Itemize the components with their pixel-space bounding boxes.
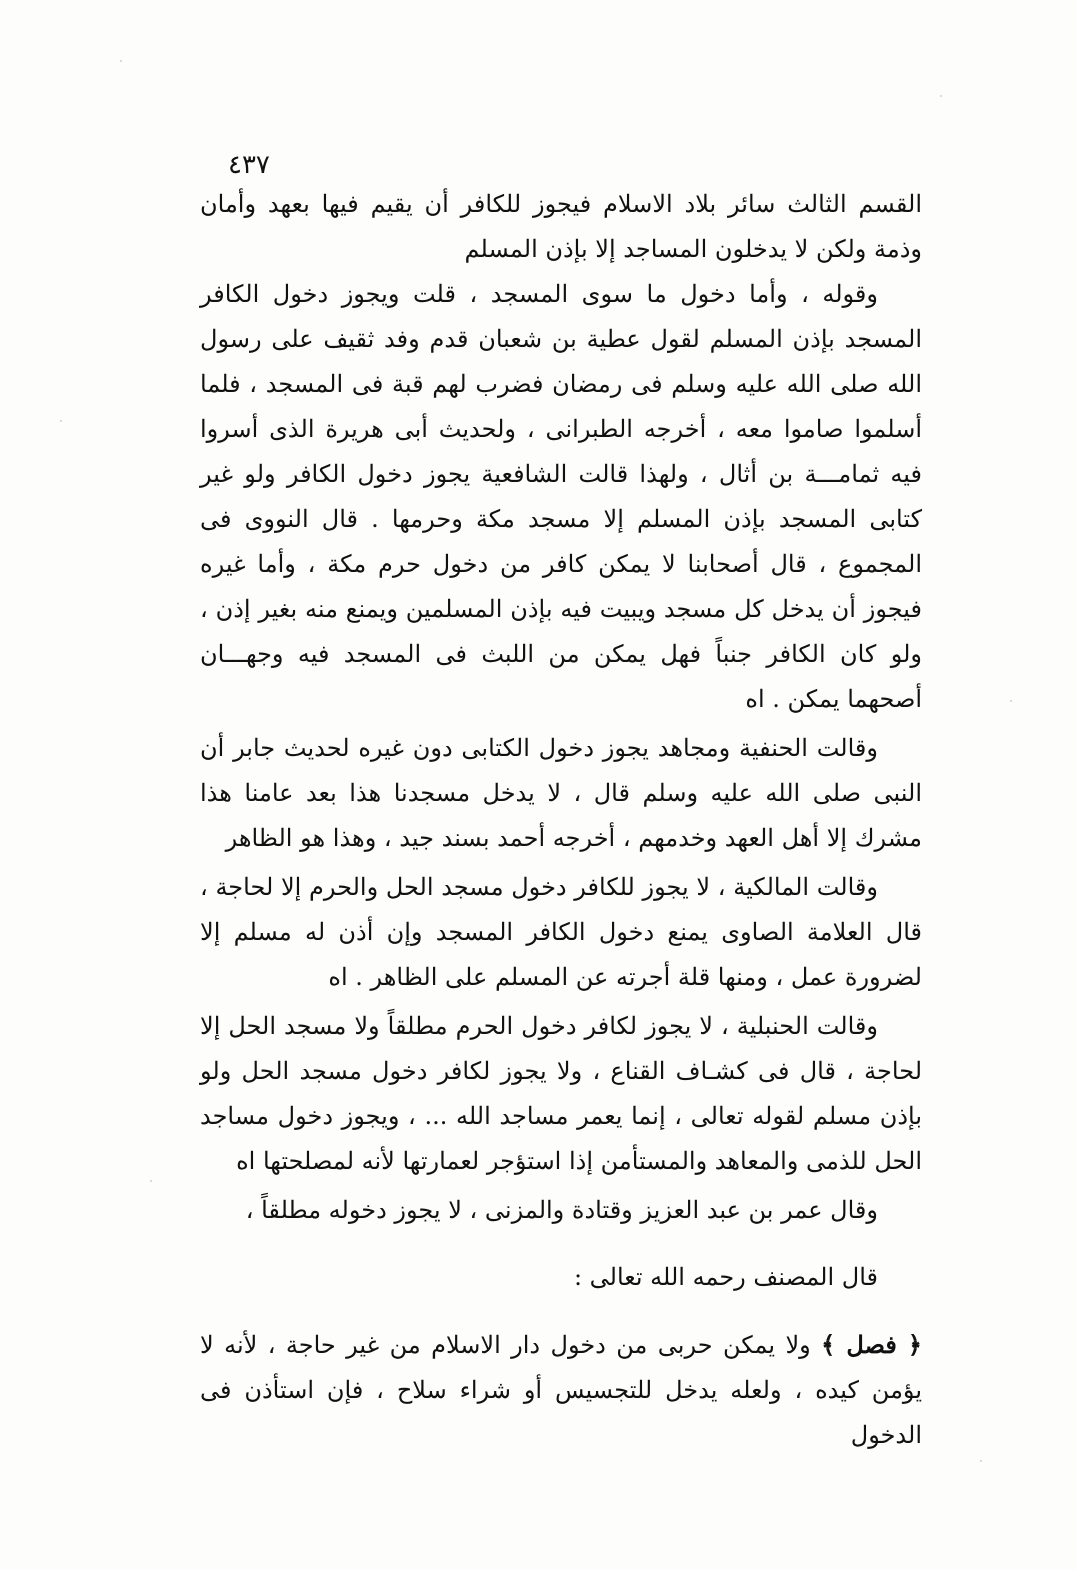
fasl-text: ولا يمكن حربى من دخول دار الاسلام من غير حاجة ، لأنه لا يؤمن كيده ، ولعله يدخل للتجسيس أو شراء سلاح ، فإن استأذن فى الدخول bbox=[200, 1331, 922, 1449]
body-text bbox=[200, 182, 922, 1458]
paragraph-5: وقالت الحنبلية ، لا يجوز لكافر دخول الحرم مطلقاً ولا مسجد الحل إلا لحاجة ، قال فى كشـاف القناع ، ولا يجوز لكافر دخول مسجد الحل ولو بإذن مسلم لقوله تعالى ، إنما يعمر مساجد الله ... ، ويجوز دخول مساجد الحل للذمى والمعاهد والمستأمن إذا استؤجر لعمارتها لأنه لمصلحتها اه bbox=[200, 1012, 922, 1175]
scan-speck bbox=[940, 95, 942, 97]
scan-speck bbox=[1010, 700, 1012, 702]
paragraph-2: وقوله ، وأما دخول ما سوى المسجد ، قلت ويجوز دخول الكافر المسجد بإذن المسلم لقول عطية بن شعبان قدم وفد ثقيف على رسول الله صلى الله عليه وسلم فى رمضان فضرب لهم قبة فى المسجد ، فلما أسلموا صاموا معه ، أخرجه الطبرانى ، ولحديث أبى هريرة الذى أسروا فيه ثمامـــة بن أثال ، ولهذا قالت الشافعية يجوز دخول الكافر ولو غير كتابى المسجد بإذن المسلم إلا مسجد مكة وحرمها . قال النووى فى المجموع ، قال أصحابنا لا يمكن كافر من دخول حرم مكة ، وأما غيره فيجوز أن يدخل كل مسجد ويبيت فيه بإذن المسلمين ويمنع منه بغير إذن ، ولو كان الكافر جنباً فهل يمكن من اللبث فى المسجد فيه وجهـــان أصحهما يمكن . اه bbox=[200, 280, 922, 713]
paragraph-4: وقالت المالكية ، لا يجوز للكافر دخول مسجد الحل والحرم إلا لحاجة ، قال العلامة الصاوى يمنع دخول الكافر المسجد وإن أذن له مسلم إلا لضرورة عمل ، ومنها قلة أجرته عن المسلم على الظاهر . اه bbox=[200, 873, 922, 991]
scan-speck bbox=[150, 1180, 152, 1182]
fasl-mark: ﴿ فصل ﴾ bbox=[821, 1330, 922, 1359]
page-number: ٤٣٧ bbox=[228, 150, 270, 180]
paragraph-6: وقال عمر بن عبد العزيز وقتادة والمزنى ، لا يجوز دخوله مطلقاً ، bbox=[245, 1196, 878, 1224]
fasl-paragraph bbox=[200, 1322, 922, 1458]
paragraph-1: القسم الثالث سائر بلاد الاسلام فيجوز للكافر أن يقيم فيها بعهد وأمان وذمة ولكن لا يدخلون المساجد إلا بإذن المسلم bbox=[200, 190, 922, 263]
scan-speck bbox=[120, 60, 122, 62]
scan-speck bbox=[980, 1460, 982, 1462]
scan-speck bbox=[60, 420, 62, 422]
paragraph-3: وقالت الحنفية ومجاهد يجوز دخول الكتابى دون غيره لحديث جابر أن النبى صلى الله عليه وسلم قال ، لا يدخل مسجدنا هذا بعد عامنا هذا مشرك إلا أهل العهد وخدمهم ، أخرجه أحمد بسند جيد ، وهذا هو الظاهر bbox=[200, 734, 922, 852]
section-heading: قال المصنف رحمه الله تعالى : bbox=[573, 1263, 878, 1291]
